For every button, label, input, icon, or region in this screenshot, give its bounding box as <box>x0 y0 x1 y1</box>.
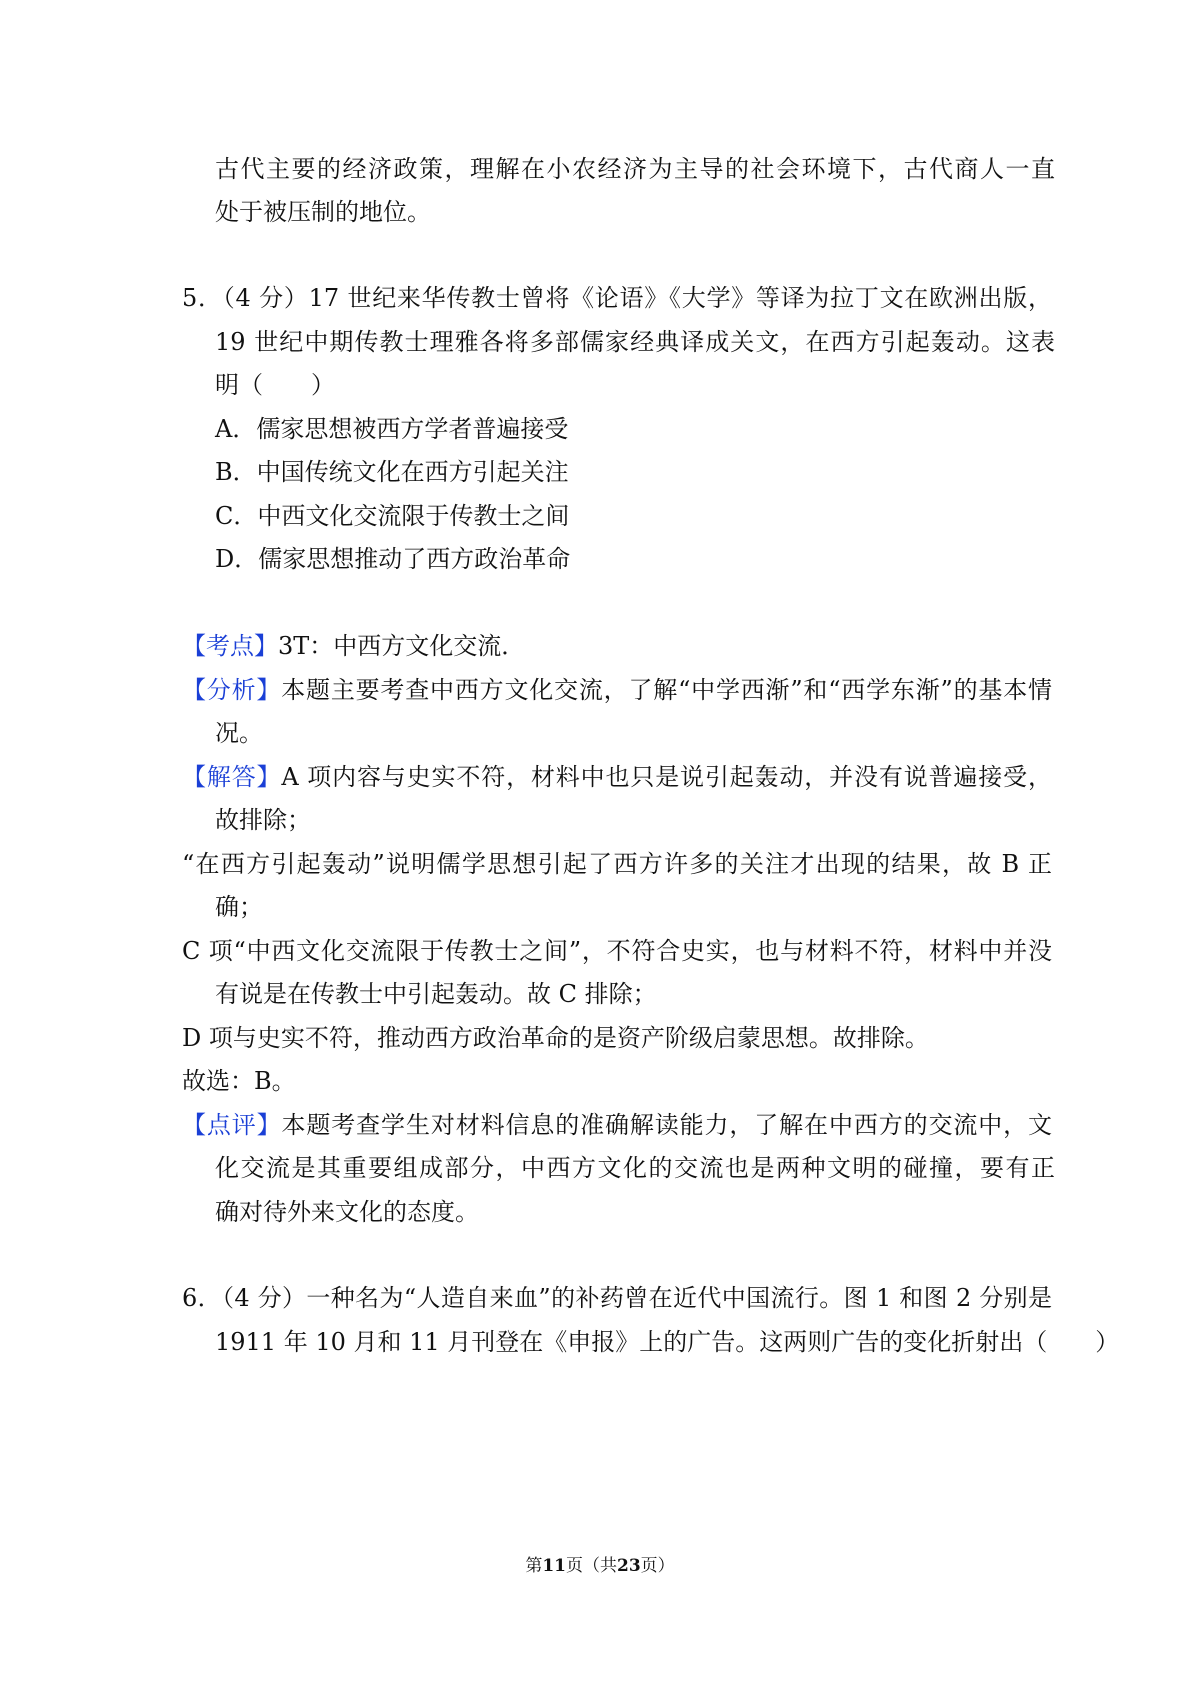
question-5-stem-line-1: 5．（4 分）17 世纪来华传教士曾将《论语》《大学》等译为拉丁文在欧洲出版， <box>182 284 1052 312</box>
continued-text-line-2: 处于被压制的地位。 <box>215 198 431 226</box>
explain-b-line-2: 确； <box>215 893 263 921</box>
option-c: C．中西文化交流限于传教士之间 <box>215 502 570 530</box>
footer-total-pages: 23 <box>617 1556 641 1576</box>
explain-c-line-2: 有说是在传教士中引起轰动。故 C 排除； <box>215 980 657 1008</box>
footer-page-number: 11 <box>542 1556 566 1576</box>
fenxi-text-1: 本题主要考查中西方文化交流，了解“中学西渐”和“西学东渐”的基本情 <box>281 676 1053 704</box>
question-6-stem-line-1: 6．（4 分）一种名为“人造自来血”的补药曾在近代中国流行。图 1 和图 2 分别是 <box>182 1284 1052 1312</box>
explain-d-line: D 项与史实不符，推动西方政治革命的是资产阶级启蒙思想。故排除。 <box>182 1024 929 1052</box>
fenxi-line-1 <box>182 674 1052 706</box>
dianping-line-3: 确对待外来文化的态度。 <box>215 1198 479 1226</box>
option-d: D．儒家思想推动了西方政治革命 <box>215 545 571 573</box>
jieda-line-1 <box>182 761 1052 793</box>
footer-mid: 页（共 <box>566 1556 617 1576</box>
jieda-line-2: 故排除； <box>215 806 311 834</box>
explain-b-line-1: “在西方引起轰动”说明儒学思想引起了西方许多的关注才出现的结果，故 B 正 <box>182 850 1052 878</box>
dianping-line-2: 化交流是其重要组成部分，中西方文化的交流也是两种文明的碰撞，要有正 <box>215 1154 1055 1182</box>
answer-line: 故选：B。 <box>182 1067 296 1095</box>
dianping-tag: 【点评】 <box>182 1111 282 1139</box>
jieda-text-1: A 项内容与史实不符，材料中也只是说引起轰动，并没有说普遍接受， <box>281 763 1052 791</box>
fenxi-line-2: 况。 <box>215 719 263 747</box>
explain-c-line-1: C 项“中西文化交流限于传教士之间”，不符合史实，也与材料不符，材料中并没 <box>182 937 1052 965</box>
option-a: A．儒家思想被西方学者普遍接受 <box>215 415 569 443</box>
option-b: B．中国传统文化在西方引起关注 <box>215 458 569 486</box>
kaodian-tag: 【考点】 <box>182 632 278 660</box>
footer-suffix: 页） <box>640 1556 675 1576</box>
dianping-text-1: 本题考查学生对材料信息的准确解读能力，了解在中西方的交流中，文 <box>281 1111 1052 1139</box>
dianping-line-1 <box>182 1109 1052 1141</box>
question-5-stem-line-3: 明（ ） <box>215 371 335 399</box>
footer-prefix: 第 <box>525 1556 543 1576</box>
continued-text-line-1: 古代主要的经济政策，理解在小农经济为主导的社会环境下，古代商人一直 <box>215 155 1055 183</box>
kaodian-text: 3T：中西方文化交流． <box>278 632 526 660</box>
question-6-stem-line-2: 1911 年 10 月和 11 月刊登在《申报》上的广告。这两则广告的变化折射出（ ） <box>215 1328 1120 1356</box>
jieda-tag: 【解答】 <box>182 763 282 791</box>
page-footer <box>0 1554 1200 1578</box>
fenxi-tag: 【分析】 <box>182 676 282 704</box>
question-5-stem-line-2: 19 世纪中期传教士理雅各将多部儒家经典译成关文，在西方引起轰动。这表 <box>215 328 1055 356</box>
kaodian-line <box>182 630 1052 662</box>
